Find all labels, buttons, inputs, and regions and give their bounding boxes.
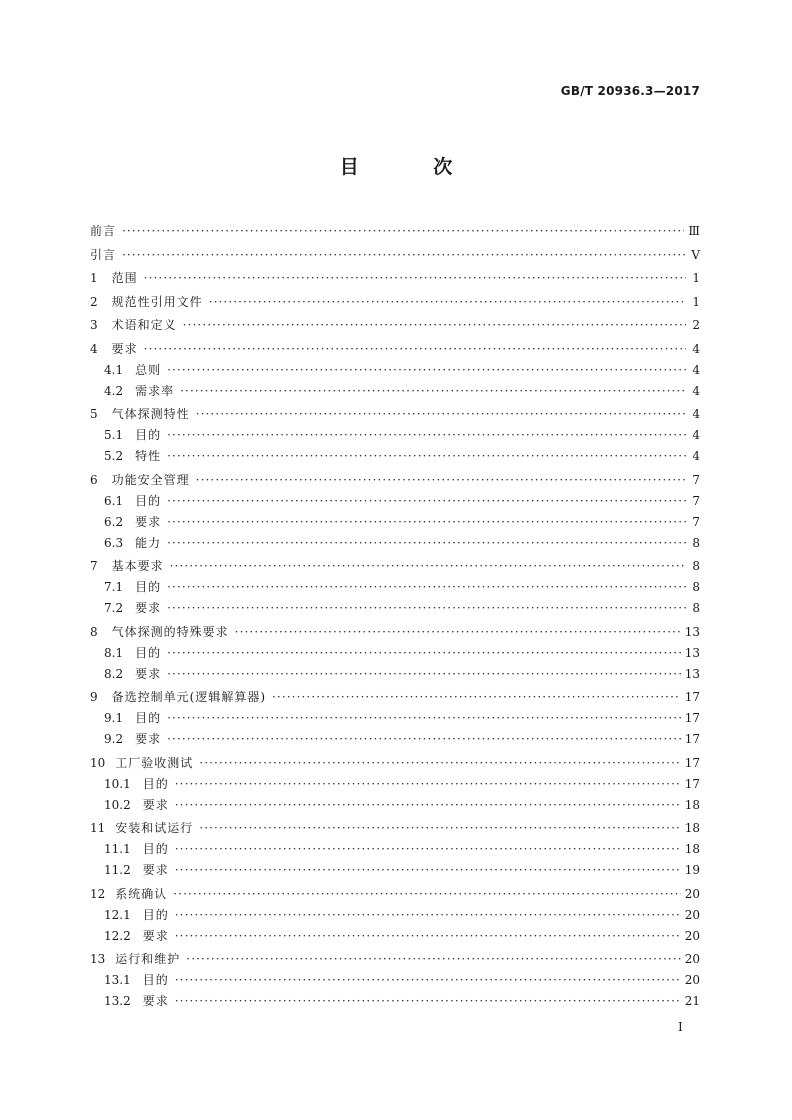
toc-entry-page: 2 [692, 318, 700, 332]
toc-entry-number: 6.2 [104, 514, 124, 529]
toc-entry-page: 1 [692, 294, 700, 309]
toc-entry-number: 10.1 [104, 776, 131, 791]
toc-entry-number: 5 [90, 407, 98, 421]
dot-leader [122, 248, 686, 262]
toc-entry-title: 特性 [135, 449, 162, 463]
dot-leader [167, 363, 686, 377]
toc-entry-number: 10.2 [104, 797, 131, 812]
toc-entry-page: Ⅲ [688, 224, 700, 238]
toc-entry-number: 6.3 [104, 535, 124, 550]
dot-leader [167, 515, 686, 529]
toc-entry[interactable] [90, 263, 700, 285]
dot-leader [272, 690, 681, 704]
toc-entry[interactable] [90, 813, 700, 835]
toc-entry-number: 13 [90, 952, 106, 966]
toc-entry-number: 9.2 [104, 732, 124, 746]
dot-leader [167, 667, 681, 681]
dot-leader [175, 929, 681, 943]
toc-entry-title: 安装和试运行 [115, 821, 194, 835]
toc-entry-title: 目的 [142, 776, 169, 791]
dot-leader [199, 756, 680, 770]
toc-entry-page: 4 [692, 407, 700, 421]
toc-entry-page: 4 [692, 341, 700, 356]
toc-entry-page: 4 [692, 428, 700, 442]
toc-entry[interactable] [90, 966, 700, 987]
dot-leader [167, 580, 686, 594]
toc-entry[interactable] [90, 399, 700, 421]
dot-leader [170, 559, 686, 573]
toc-entry-number: 9 [90, 690, 98, 704]
toc-entry-page: 17 [684, 690, 700, 704]
toc-entry-title: 基本要求 [111, 559, 164, 573]
toc-entry[interactable] [90, 987, 700, 1008]
page-title: 目 次 [339, 156, 487, 178]
dot-leader [144, 271, 686, 285]
toc-entry-page: 17 [684, 711, 700, 725]
toc-entry-page: 8 [692, 535, 700, 550]
toc-entry[interactable] [90, 421, 700, 442]
dot-leader [175, 842, 681, 856]
toc-entry-page: Ⅴ [691, 247, 700, 262]
toc-entry-number: 4.2 [104, 383, 124, 398]
toc-entry[interactable] [90, 573, 700, 594]
toc-entry-page: 8 [692, 559, 700, 573]
toc-entry-page: 20 [684, 952, 700, 966]
toc-entry-page: 8 [692, 580, 700, 594]
standard-code: GB/T 20936.3—2017 [560, 84, 700, 98]
toc-entry[interactable] [90, 660, 700, 681]
dot-leader [235, 625, 681, 639]
dot-leader [209, 295, 686, 309]
toc-entry-title: 目的 [142, 907, 169, 922]
toc-entry-page: 18 [684, 797, 700, 812]
toc-entry-title: 功能安全管理 [111, 472, 190, 487]
toc-entry-number: 13.2 [104, 994, 131, 1008]
dot-leader [167, 449, 686, 463]
toc-entry-title: 要求 [142, 863, 169, 877]
toc-entry-page: 7 [692, 472, 700, 487]
toc-entry-title: 要求 [135, 666, 162, 681]
toc-entry-page: 17 [684, 732, 700, 746]
dot-leader [175, 973, 681, 987]
toc-entry[interactable] [90, 508, 700, 529]
toc-entry-title: 目的 [135, 493, 162, 508]
toc-entry-title: 目的 [142, 973, 169, 987]
toc-entry-page: 13 [684, 666, 700, 681]
toc-entry-number: 10 [90, 755, 106, 770]
toc-entry-title: 术语和定义 [111, 318, 177, 332]
toc-entry-title: 目的 [135, 428, 162, 442]
dot-leader [183, 318, 686, 332]
toc-entry[interactable] [90, 442, 700, 463]
toc-entry-number: 7 [90, 559, 98, 573]
toc-entry-number: 5.2 [104, 449, 124, 463]
toc-entry[interactable] [90, 835, 700, 856]
toc-entry-page: 19 [684, 863, 700, 877]
toc-entry-number: 11.2 [104, 863, 131, 877]
toc-entry-page: 20 [684, 928, 700, 943]
toc-entry-number: 11.1 [104, 842, 131, 856]
toc-entry-page: 7 [692, 493, 700, 508]
toc-entry-page: 13 [684, 645, 700, 660]
toc-entry[interactable] [90, 356, 700, 377]
dot-leader [144, 342, 686, 356]
toc-entry[interactable] [90, 856, 700, 877]
toc-entry[interactable] [90, 334, 700, 356]
dot-leader [167, 646, 681, 660]
toc-entry-title: 引言 [90, 247, 117, 262]
toc-entry-title: 要求 [142, 994, 169, 1008]
toc-entry-page: 18 [684, 821, 700, 835]
dot-leader [167, 494, 686, 508]
toc-entry-page: 17 [684, 776, 700, 791]
toc-entry[interactable] [90, 240, 700, 262]
toc-entry-title: 备选控制单元(逻辑解算器) [111, 690, 267, 704]
toc-entry-page: 21 [684, 994, 700, 1008]
toc-entry-title: 要求 [135, 514, 162, 529]
toc-entry-title: 前言 [90, 224, 117, 238]
toc-entry[interactable] [90, 879, 700, 901]
toc-entry-page: 13 [684, 624, 700, 639]
toc-entry-number: 4 [90, 341, 98, 356]
toc-entry-title: 目的 [135, 711, 162, 725]
dot-leader [180, 384, 686, 398]
dot-leader [167, 428, 686, 442]
toc-entry-page: 8 [692, 601, 700, 615]
dot-leader [186, 952, 680, 966]
dot-leader [167, 711, 681, 725]
toc-entry-number: 8.2 [104, 666, 124, 681]
toc-entry[interactable] [90, 377, 700, 398]
page-number: I [678, 1020, 683, 1034]
toc-entry-title: 运行和维护 [115, 952, 181, 966]
toc-entry-title: 范围 [111, 271, 138, 285]
toc-entry-title: 要求 [135, 732, 162, 746]
toc-entry-number: 5.1 [104, 428, 124, 442]
toc-entry[interactable] [90, 310, 700, 332]
toc-entry-page: 4 [692, 449, 700, 463]
toc-entry-title: 目的 [135, 645, 162, 660]
toc-entry-title: 目的 [135, 580, 162, 594]
toc-entry[interactable] [90, 748, 700, 770]
dot-leader [175, 777, 681, 791]
toc-entry[interactable] [90, 704, 700, 725]
toc-entry[interactable] [90, 617, 700, 639]
dot-leader [167, 601, 686, 615]
dot-leader [167, 536, 686, 550]
dot-leader [122, 224, 684, 238]
toc-entry[interactable] [90, 594, 700, 615]
toc-entry[interactable] [90, 287, 700, 309]
toc-entry-title: 规范性引用文件 [111, 294, 203, 309]
toc-entry[interactable] [90, 551, 700, 573]
toc-entry-page: 7 [692, 514, 700, 529]
toc-entry-number: 6 [90, 472, 98, 487]
toc-entry[interactable] [90, 901, 700, 922]
dot-leader [173, 887, 680, 901]
dot-leader [196, 473, 686, 487]
toc-entry-title: 气体探测特性 [111, 407, 190, 421]
toc-entry-number: 9.1 [104, 711, 124, 725]
toc-entry[interactable] [90, 682, 700, 704]
toc-entry[interactable] [90, 725, 700, 746]
toc-entry-title: 要求 [135, 601, 162, 615]
toc-entry-number: 6.1 [104, 493, 124, 508]
toc-entry-title: 工厂验收测试 [115, 755, 194, 770]
toc-entry-number: 12.1 [104, 907, 131, 922]
toc-entry-title: 目的 [142, 842, 169, 856]
toc-entry-number: 4.1 [104, 362, 124, 377]
toc-entry-page: 17 [684, 755, 700, 770]
toc-entry[interactable] [90, 216, 700, 238]
toc-entry-title: 要求 [111, 341, 138, 356]
toc-entry-page: 1 [692, 271, 700, 285]
toc-entry[interactable] [90, 791, 700, 812]
toc-entry-title: 需求率 [135, 383, 175, 398]
toc-entry-page: 20 [684, 886, 700, 901]
dot-leader [175, 994, 681, 1008]
toc-entry-page: 20 [684, 907, 700, 922]
dot-leader [175, 863, 681, 877]
toc-entry[interactable] [90, 639, 700, 660]
toc-entry[interactable] [90, 487, 700, 508]
toc-entry-number: 2 [90, 294, 98, 309]
toc-entry-number: 3 [90, 318, 98, 332]
dot-leader [167, 732, 681, 746]
toc-entry-title: 要求 [142, 797, 169, 812]
toc-entry-title: 总则 [135, 362, 162, 377]
toc-entry[interactable] [90, 465, 700, 487]
toc-entry-number: 12.2 [104, 928, 131, 943]
dot-leader [175, 798, 681, 812]
toc-entry-number: 11 [90, 821, 106, 835]
toc-entry-page: 18 [684, 842, 700, 856]
toc-entry-number: 8.1 [104, 645, 124, 660]
toc-entry-page: 4 [692, 383, 700, 398]
toc-entry-number: 1 [90, 271, 98, 285]
dot-leader [199, 821, 680, 835]
toc-entry-number: 13.1 [104, 973, 131, 987]
toc-entry[interactable] [90, 944, 700, 966]
toc-entry[interactable] [90, 922, 700, 943]
toc-entry-page: 4 [692, 362, 700, 377]
toc-entry-number: 8 [90, 624, 98, 639]
table-of-contents [90, 216, 700, 1008]
toc-entry-number: 7.2 [104, 601, 124, 615]
toc-entry-number: 12 [90, 886, 106, 901]
dot-leader [196, 407, 686, 421]
toc-entry-title: 系统确认 [115, 886, 168, 901]
toc-entry[interactable] [90, 770, 700, 791]
toc-entry-title: 能力 [135, 535, 162, 550]
toc-entry-number: 7.1 [104, 580, 124, 594]
toc-entry-title: 要求 [142, 928, 169, 943]
dot-leader [175, 908, 681, 922]
toc-entry[interactable] [90, 529, 700, 550]
toc-entry-title: 气体探测的特殊要求 [111, 624, 229, 639]
toc-entry-page: 20 [684, 973, 700, 987]
